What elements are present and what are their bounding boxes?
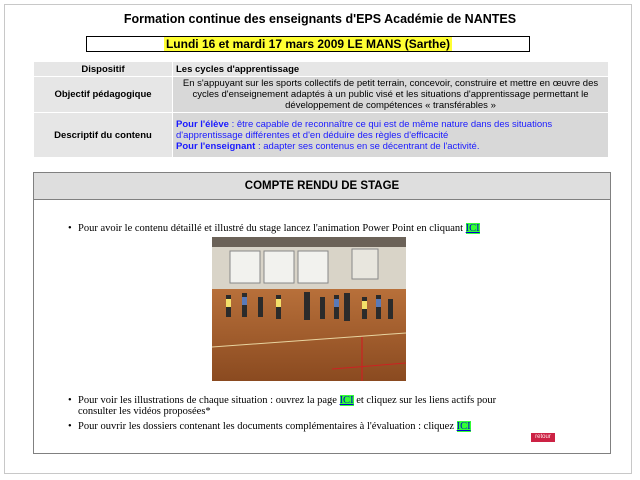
ici-link-illustrations[interactable]: ICI — [339, 395, 354, 406]
compte-rendu-panel — [33, 172, 611, 454]
gym-photo — [212, 237, 406, 381]
enseignant-prefix: Pour l'enseignant — [176, 140, 256, 152]
objectif-value: En s'appuyant sur les sports collectifs de petit terrain, concevoir, construire et mettre en œuvre des cycles d'enseignement adaptés à un public visé et les situations d'apprentissage permettant le développement de compétences « transférables » — [173, 77, 608, 112]
eleve-prefix: Pour l'élève — [176, 118, 229, 130]
page-title: Formation continue des enseignants d'EPS Académie de NANTES — [123, 12, 517, 26]
date-text: Lundi 16 et mardi 17 mars 2009 LE MANS (Sarthe) — [165, 37, 451, 51]
objectif-label: Objectif pédagogique — [34, 77, 172, 112]
compte-rendu-title: COMPTE RENDU DE STAGE — [34, 173, 610, 200]
list-item-dossiers — [78, 421, 471, 432]
row-objectif — [34, 77, 608, 112]
row-dispositif — [34, 62, 608, 76]
date-box — [86, 36, 530, 52]
item1-text: Pour avoir le contenu détaillé et illustré du stage lancez l'animation Power Point en cliquant — [78, 223, 464, 234]
dispositif-value: Les cycles d'apprentissage — [173, 62, 608, 76]
item2-text-b: et cliquez sur les liens actifs pour — [356, 395, 497, 406]
eleve-text: : être capable de reconnaître ce qui est de même nature dans des situations d'apprentissage différentes et d'en déduire des règles d'efficacité — [176, 118, 553, 141]
info-table — [33, 61, 609, 158]
enseignant-text: : adapter ses contenus en se décentrant de l'activité. — [255, 140, 480, 152]
dispositif-label: Dispositif — [34, 62, 172, 76]
row-descriptif — [34, 113, 608, 157]
list-item-illustrations — [78, 395, 548, 417]
ici-link-powerpoint[interactable]: ICI — [465, 223, 480, 234]
item3-text: Pour ouvrir les dossiers contenant les documents complémentaires à l'évaluation : cliquez — [78, 421, 454, 432]
retour-button[interactable]: retour — [531, 433, 555, 442]
ici-link-dossiers[interactable]: ICI — [456, 421, 471, 432]
item2-text-a: Pour voir les illustrations de chaque situation : ouvrez la page — [78, 395, 337, 406]
list-item-powerpoint — [78, 223, 480, 234]
descriptif-label: Descriptif du contenu — [34, 113, 172, 157]
descriptif-value — [173, 113, 608, 157]
item2-text-c: consulter les vidéos proposées* — [78, 406, 211, 417]
